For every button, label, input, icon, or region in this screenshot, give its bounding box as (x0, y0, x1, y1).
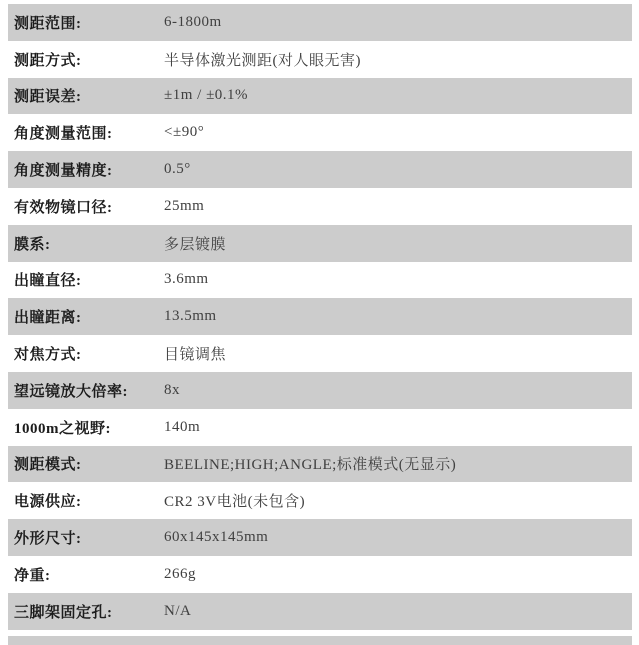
spec-value: 0.5° (164, 161, 191, 178)
spec-value: 半导体激光测距(对人眼无害) (164, 52, 361, 69)
spec-label: 测距范围: (14, 15, 82, 32)
spec-table (8, 4, 632, 630)
table-row (8, 298, 632, 335)
table-row (8, 262, 632, 299)
table-row (8, 78, 632, 115)
spec-label: 望远镜放大倍率: (14, 383, 128, 400)
table-row (8, 151, 632, 188)
table-row (8, 372, 632, 409)
spec-label: 测距模式: (14, 457, 82, 474)
spec-value: CR2 3V电池(未包含) (164, 494, 306, 511)
spec-value: 140m (164, 418, 201, 435)
spec-label: 外形尺寸: (14, 531, 82, 548)
spec-value: <±90° (164, 124, 205, 141)
table-row (8, 225, 632, 262)
spec-label: 出瞳直径: (14, 273, 82, 290)
spec-value: 60x145x145mm (164, 529, 269, 546)
spec-label: 膜系: (14, 236, 51, 253)
table-row (8, 446, 632, 483)
spec-value: 目镜调焦 (164, 347, 227, 364)
spec-value: 3.6mm (164, 271, 209, 288)
spec-label: 电源供应: (14, 494, 82, 511)
spec-value: 多层镀膜 (164, 236, 227, 253)
table-row (8, 114, 632, 151)
table-row (8, 4, 632, 41)
spec-value: 266g (164, 565, 196, 582)
spec-value: N/A (164, 602, 192, 619)
spec-label: 出瞳距离: (14, 310, 82, 327)
spec-label: 净重: (14, 567, 51, 584)
spec-label: 对焦方式: (14, 347, 82, 364)
spec-label: 角度测量精度: (14, 163, 113, 180)
table-row (8, 41, 632, 78)
spec-label: 1000m之视野: (14, 420, 111, 437)
spec-value: 8x (164, 381, 180, 398)
spec-value: 25mm (164, 197, 205, 214)
spec-label: 有效物镜口径: (14, 199, 113, 216)
table-row (8, 556, 632, 593)
table-row (8, 519, 632, 556)
spec-value: 13.5mm (164, 308, 217, 325)
spec-label: 三脚架固定孔: (14, 604, 113, 621)
spec-value: BEELINE;HIGH;ANGLE;标准模式(无显示) (164, 457, 457, 474)
spec-label: 测距方式: (14, 52, 82, 69)
table-row (8, 188, 632, 225)
next-section-cutoff-bar (8, 636, 632, 645)
spec-label: 角度测量范围: (14, 126, 113, 143)
table-row (8, 482, 632, 519)
spec-value: ±1m / ±0.1% (164, 87, 249, 104)
table-row (8, 335, 632, 372)
table-row (8, 593, 632, 630)
table-row (8, 409, 632, 446)
spec-label: 测距误差: (14, 89, 82, 106)
spec-value: 6-1800m (164, 13, 222, 30)
